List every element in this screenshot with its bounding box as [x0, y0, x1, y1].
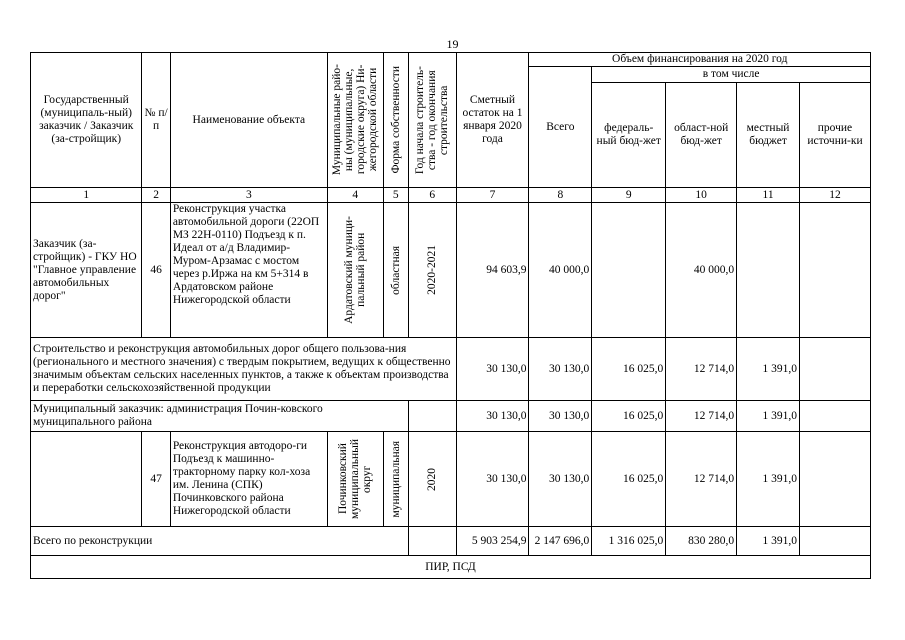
- municipal-customer-label: Муниципальный заказчик: администрация Почин-ковского муниципального района: [31, 401, 409, 432]
- column-number: 2: [142, 188, 170, 203]
- ownership-cell: муниципальная: [383, 432, 408, 527]
- row-number: 47: [142, 432, 170, 527]
- header-including: в том числе: [592, 67, 871, 83]
- header-num: № п/ п: [142, 53, 170, 188]
- column-number: 3: [170, 188, 327, 203]
- federal-cell: 16 025,0: [592, 432, 666, 527]
- header-object-name: Наименование объекта: [170, 53, 327, 188]
- estimate-cell: 30 130,0: [456, 432, 529, 527]
- total-cell: 30 130,0: [529, 432, 592, 527]
- total-cell: 30 130,0: [529, 338, 592, 401]
- other-cell: [799, 401, 870, 432]
- page-number: 19: [446, 37, 459, 51]
- table-row: [31, 432, 871, 527]
- other-cell: [799, 203, 870, 338]
- other-cell: [799, 527, 870, 556]
- column-number-row: [31, 188, 871, 203]
- local-cell: 1 391,0: [737, 432, 800, 527]
- footer-section-label: ПИР, ПСД: [31, 556, 871, 579]
- section-footer-row: [31, 556, 871, 579]
- other-cell: [799, 432, 870, 527]
- funding-table: [30, 52, 871, 579]
- section-label: Строительство и реконструкция автомобильных дорог общего пользова-ния (регионального и местного значения) с твердым покрытием, ведущих к общественно значимым объектам сельских населенных пунктов, а также к объектам производства и переработки сельскохозяйственной продукции: [31, 338, 457, 401]
- regional-cell: 12 714,0: [666, 338, 737, 401]
- row-number: 46: [142, 203, 170, 338]
- federal-cell: 1 316 025,0: [592, 527, 666, 556]
- district-cell: Починковский муниципальный округ: [327, 432, 383, 527]
- empty-cell: [408, 401, 456, 432]
- regional-cell: 12 714,0: [666, 401, 737, 432]
- header-total: Всего: [529, 67, 592, 188]
- total-row: [31, 527, 871, 556]
- object-name-cell: Реконструкция участка автомобильной дороги (22ОП МЗ 22Н-0110) Подъезд к п. Идеал от а/д Владимир-Муром-Арзамас с мостом через р.Иржа на км 5+314 в Ардатовском районе Нижегородской области: [170, 203, 327, 338]
- header-customer: Государственный (муниципаль-ный) заказчик / Заказчик (за-стройщик): [31, 53, 142, 188]
- district-cell: Ардатовский муници- пальный район: [327, 203, 383, 338]
- column-number: 10: [666, 188, 737, 203]
- header-row: [31, 53, 871, 67]
- header-districts: Муниципальные райо- ны (муниципальные, городские округа) Ни- жегородской области: [327, 53, 383, 188]
- regional-cell: 830 280,0: [666, 527, 737, 556]
- federal-cell: 16 025,0: [592, 338, 666, 401]
- total-cell: 2 147 696,0: [529, 527, 592, 556]
- customer-cell: Заказчик (за-стройщик) - ГКУ НО "Главное управление автомобильных дорог": [31, 203, 142, 338]
- local-cell: [737, 203, 800, 338]
- column-number: 11: [737, 188, 800, 203]
- estimate-cell: 5 903 254,9: [456, 527, 529, 556]
- header-funding: Объем финансирования на 2020 год: [529, 53, 871, 67]
- federal-cell: [592, 203, 666, 338]
- ownership-cell: областная: [383, 203, 408, 338]
- column-number: 1: [31, 188, 142, 203]
- estimate-cell: 94 603,9: [456, 203, 529, 338]
- estimate-cell: 30 130,0: [456, 401, 529, 432]
- column-number: 9: [592, 188, 666, 203]
- years-cell: 2020-2021: [408, 203, 456, 338]
- total-label: Всего по реконструкции: [31, 527, 409, 556]
- local-cell: 1 391,0: [737, 527, 800, 556]
- header-other: прочие источни-ки: [799, 83, 870, 188]
- local-cell: 1 391,0: [737, 401, 800, 432]
- column-number: 7: [456, 188, 529, 203]
- empty-cell: [408, 527, 456, 556]
- object-name-cell: Реконструкция автодоро-ги Подъезд к машинно-тракторному парку кол-хоза им. Ленина (СПК) Починковского района Нижегородской области: [170, 432, 327, 527]
- customer-cell: [31, 432, 142, 527]
- regional-cell: 40 000,0: [666, 203, 737, 338]
- header-federal: федераль-ный бюд-жет: [592, 83, 666, 188]
- header-estimate: Сметный остаток на 1 января 2020 года: [456, 53, 529, 188]
- section-row: [31, 338, 871, 401]
- header-regional: област-ной бюд-жет: [666, 83, 737, 188]
- federal-cell: 16 025,0: [592, 401, 666, 432]
- column-number: 12: [799, 188, 870, 203]
- local-cell: 1 391,0: [737, 338, 800, 401]
- column-number: 6: [408, 188, 456, 203]
- header-local: местный бюджет: [737, 83, 800, 188]
- column-number: 4: [327, 188, 383, 203]
- total-cell: 30 130,0: [529, 401, 592, 432]
- other-cell: [799, 338, 870, 401]
- estimate-cell: 30 130,0: [456, 338, 529, 401]
- column-number: 8: [529, 188, 592, 203]
- header-years: Год начала строитель- ства - год окончания строительства: [408, 53, 456, 188]
- table-row: [31, 203, 871, 338]
- years-cell: 2020: [408, 432, 456, 527]
- customer-row: [31, 401, 871, 432]
- regional-cell: 12 714,0: [666, 432, 737, 527]
- header-ownership: Форма собственности: [383, 53, 408, 188]
- total-cell: 40 000,0: [529, 203, 592, 338]
- column-number: 5: [383, 188, 408, 203]
